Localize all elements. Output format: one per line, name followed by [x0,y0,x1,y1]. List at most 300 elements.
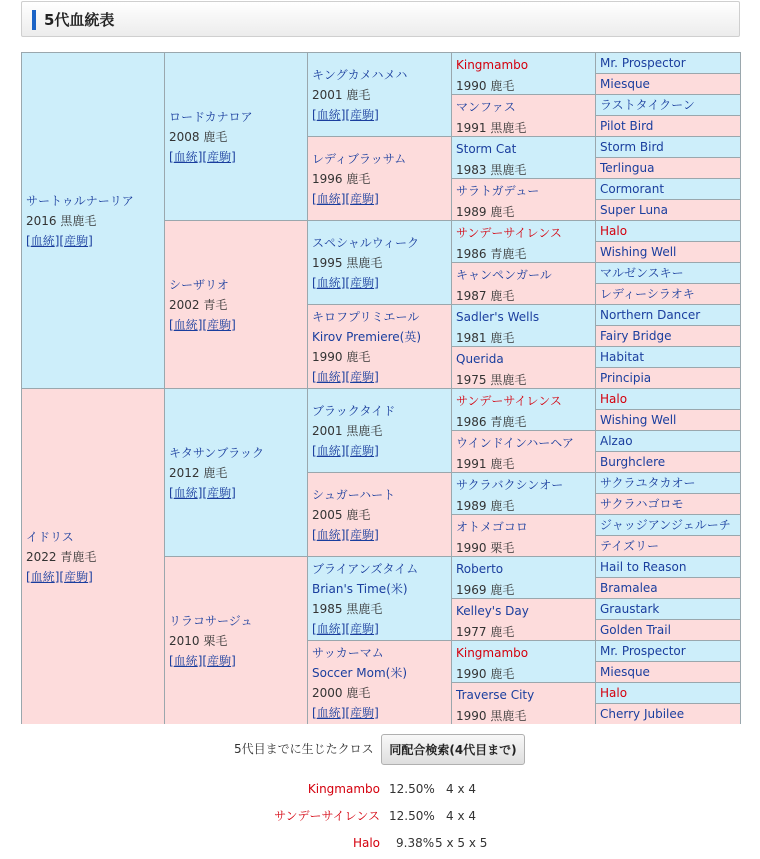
horse-info [600,536,738,556]
pedigree-cell [596,662,740,682]
horse-name-link[interactable]: Cormorant [600,182,665,196]
cross-percent: 12.50% [389,782,435,796]
horse-name-link[interactable]: キロフプリミエール [312,309,420,324]
horse-info [312,307,449,387]
horse-birth-year-color: 1981 鹿毛 [456,331,515,345]
bracket-close: ] [231,485,236,500]
bracket-mid: ][ [340,527,351,542]
progeny-link[interactable]: 産駒 [350,107,375,122]
horse-name-link[interactable]: Alzao [600,434,633,448]
progeny-link[interactable]: 産駒 [350,527,375,542]
header-accent-bar [32,10,36,30]
progeny-link[interactable]: 産駒 [350,621,375,636]
horse-birth-year-color: 1986 青鹿毛 [456,247,527,261]
pedigree-cell [452,305,595,346]
horse-name-link[interactable]: サッカーマム [312,645,384,660]
horse-info [600,137,738,157]
horse-links [312,367,449,387]
bracket-mid: ][ [340,191,351,206]
pedigree-link[interactable]: 血統 [173,149,198,164]
pedigree-link[interactable]: 血統 [316,621,341,636]
pedigree-cell [596,179,740,199]
pedigree-cell [596,158,740,178]
bracket-open: [ [312,191,317,206]
horse-birth-year-color: 2005 鹿毛 [312,507,371,522]
horse-name-link[interactable]: Halo [600,224,628,238]
pedigree-cell [452,95,595,136]
pedigree-cell [308,473,451,556]
pedigree-cell [596,515,740,535]
pedigree-cell [308,641,451,724]
cross-percent: 12.50% [389,809,435,823]
bracket-mid: ][ [340,621,351,636]
bracket-mid: ][ [340,705,351,720]
horse-name-link[interactable]: レディブラッサム [312,151,407,166]
bracket-mid: ][ [340,107,351,122]
pedigree-link[interactable]: 血統 [173,485,198,500]
bracket-mid: ][ [197,317,208,332]
horse-name-link[interactable]: Fairy Bridge [600,329,672,343]
cross-row [0,834,760,852]
pedigree-cell [452,557,595,598]
horse-info [600,515,738,535]
horse-name-link[interactable]: Principia [600,371,652,385]
horse-birth-year-color: 1989 鹿毛 [456,205,515,219]
bracket-close: ] [231,317,236,332]
horse-info [456,223,593,262]
horse-info [456,559,593,598]
horse-name-link[interactable]: Super Luna [600,203,669,217]
bracket-close: ] [231,149,236,164]
pedigree-cell [452,221,595,262]
pedigree-link[interactable]: 血統 [30,233,55,248]
horse-info [169,275,305,335]
horse-info [600,599,738,619]
pedigree-cell [596,305,740,325]
horse-info [600,200,738,220]
horse-info [312,233,449,293]
pedigree-cell [596,431,740,451]
horse-birth-year-color: 2012 鹿毛 [169,465,228,480]
horse-name-link[interactable]: キャンペンガール [456,268,552,282]
bracket-open: [ [312,621,317,636]
horse-name-link[interactable]: Miesque [600,77,650,91]
horse-info [456,433,593,472]
horse-foreign-name: Brian's Time(米) [312,581,408,596]
horse-info [456,307,593,346]
horse-name-link[interactable]: リラコサージュ [169,613,253,628]
progeny-link[interactable]: 産駒 [350,443,375,458]
pedigree-link[interactable]: 血統 [30,569,55,584]
horse-name-link[interactable]: Storm Cat [456,142,517,156]
progeny-link[interactable]: 産駒 [350,191,375,206]
pedigree-cell [452,599,595,640]
pedigree-cell [452,53,595,94]
horse-info [169,611,305,671]
cross-section-label: 5代目までに生じたクロス [234,742,374,756]
horse-info [600,683,738,703]
horse-name-link[interactable]: ラストタイクーン [600,98,695,112]
horse-info [456,601,593,640]
progeny-link[interactable]: 産駒 [64,569,89,584]
horse-info [456,265,593,304]
bracket-close: ] [88,569,93,584]
horse-name-link[interactable]: Mr. Prospector [600,644,686,658]
horse-links [312,189,449,209]
bracket-open: [ [312,705,317,720]
horse-birth-year-color: 1983 黒鹿毛 [456,163,527,177]
pedigree-cell [596,221,740,241]
horse-name-link[interactable]: Traverse City [456,688,535,702]
pedigree-cell [596,137,740,157]
horse-links [169,483,305,503]
cross-horse-link[interactable]: サンデーサイレンス [274,809,380,823]
pedigree-cell [596,452,740,472]
bracket-open: [ [26,233,31,248]
horse-info [169,443,305,503]
horse-name-link[interactable]: Terlingua [600,161,655,175]
pedigree-cell [452,473,595,514]
horse-info [456,139,593,178]
horse-foreign-name: Soccer Mom(米) [312,665,408,680]
horse-name-link[interactable]: Wishing Well [600,413,677,427]
horse-links [312,525,449,545]
progeny-link[interactable]: 産駒 [207,653,232,668]
horse-name-link[interactable]: サンデーサイレンス [456,394,562,408]
horse-name-link[interactable]: サートゥルナーリア [26,193,134,208]
horse-name-link[interactable]: サクラハゴロモ [600,497,684,511]
horse-birth-year-color: 1986 青鹿毛 [456,415,527,429]
bracket-close: ] [88,233,93,248]
horse-info [600,53,738,73]
horse-info [600,263,738,283]
horse-info [600,410,738,430]
horse-info [26,191,162,251]
bracket-mid: ][ [197,485,208,500]
horse-info [600,305,738,325]
page-title: 5代血統表 [44,11,115,29]
bracket-mid: ][ [54,233,65,248]
pedigree-cell [596,200,740,220]
bracket-open: [ [312,527,317,542]
pedigree-cell [308,557,451,640]
pedigree-link[interactable]: 血統 [316,369,341,384]
pedigree-cell [452,641,595,682]
horse-name-link[interactable]: レディーシラオキ [600,287,695,301]
horse-birth-year-color: 1990 鹿毛 [312,349,371,364]
horse-birth-year-color: 1977 鹿毛 [456,625,515,639]
horse-info [456,349,593,388]
horse-name-link[interactable]: キタサンブラック [169,445,265,460]
same-mating-search-button[interactable]: 同配合検索(4代目まで) [381,734,525,765]
horse-links [26,567,162,587]
pedigree-link[interactable]: 血統 [173,317,198,332]
horse-links [312,441,449,461]
bracket-close: ] [231,653,236,668]
horse-birth-year-color: 1990 鹿毛 [456,79,515,93]
bracket-open: [ [312,443,317,458]
bracket-open: [ [26,569,31,584]
horse-info [312,401,449,461]
horse-info [600,389,738,409]
horse-name-link[interactable]: ロードカナロア [169,109,253,124]
bracket-open: [ [312,369,317,384]
horse-name-link[interactable]: ブライアンズタイム [312,561,419,576]
progeny-link[interactable]: 産駒 [207,149,232,164]
pedigree-cell [596,284,740,304]
horse-name-link[interactable]: Bramalea [600,581,658,595]
bracket-mid: ][ [340,369,351,384]
horse-info [600,431,738,451]
horse-info [312,65,449,125]
horse-info [600,473,738,493]
horse-birth-year-color: 1995 黒鹿毛 [312,255,383,270]
pedigree-cell [452,683,595,724]
pedigree-cell [452,263,595,304]
cross-row [0,807,760,825]
horse-birth-year-color: 1975 黒鹿毛 [456,373,527,387]
bracket-close: ] [374,705,379,720]
horse-name-link[interactable]: ウインドインハーヘア [456,436,574,450]
horse-name-link[interactable]: Halo [600,686,628,700]
progeny-link[interactable]: 産駒 [207,317,232,332]
cross-row [0,780,760,798]
horse-name-link[interactable]: ブラックタイド [312,403,396,418]
progeny-link[interactable]: 産駒 [350,275,375,290]
pedigree-cell [596,704,740,724]
horse-info [312,643,449,723]
horse-info [169,107,305,167]
horse-name-link[interactable]: Kingmambo [456,646,529,660]
horse-name-link[interactable]: Miesque [600,665,650,679]
horse-info [456,685,593,724]
pedigree-cell [308,221,451,304]
pedigree-cell [596,347,740,367]
horse-name-link[interactable]: Storm Bird [600,140,664,154]
pedigree-cell [165,53,307,220]
bracket-close: ] [374,275,379,290]
horse-info [600,641,738,661]
bracket-open: [ [169,149,174,164]
horse-info [312,485,449,545]
horse-links [26,231,162,251]
cross-percent: 9.38% [396,836,435,850]
horse-name-link[interactable]: Habitat [600,350,645,364]
horse-info [600,221,738,241]
horse-links [169,147,305,167]
pedigree-cell [596,557,740,577]
horse-info [600,452,738,472]
bracket-open: [ [312,275,317,290]
horse-info [456,181,593,220]
cross-generations: 4 x 4 [446,782,476,796]
horse-info [26,527,162,587]
horse-name-link[interactable]: オトメゴコロ [456,520,528,534]
horse-info [600,620,738,640]
horse-info [600,284,738,304]
horse-name-link[interactable]: シーザリオ [169,277,229,292]
horse-name-link[interactable]: スペシャルウィーク [312,235,420,250]
pedigree-cell [596,494,740,514]
bracket-close: ] [374,369,379,384]
horse-birth-year-color: 2002 青毛 [169,297,228,312]
horse-birth-year-color: 1985 黒鹿毛 [312,601,383,616]
pedigree-cell [22,53,164,388]
horse-info [456,475,593,514]
pedigree-cell [596,536,740,556]
horse-name-link[interactable]: Burghclere [600,455,666,469]
horse-name-link[interactable]: テイズリー [600,539,660,553]
pedigree-cell [596,263,740,283]
horse-birth-year-color: 2022 青鹿毛 [26,549,97,564]
horse-birth-year-color: 1996 鹿毛 [312,171,371,186]
horse-name-link[interactable]: サンデーサイレンス [456,226,562,240]
pedigree-cell [165,221,307,388]
pedigree-link[interactable]: 血統 [316,443,341,458]
horse-info [456,391,593,430]
progeny-link[interactable]: 産駒 [350,705,375,720]
pedigree-cell [308,389,451,472]
horse-name-link[interactable]: Graustark [600,602,660,616]
horse-info [600,578,738,598]
progeny-link[interactable]: 産駒 [64,233,89,248]
pedigree-cell [596,410,740,430]
horse-birth-year-color: 2016 黒鹿毛 [26,213,97,228]
horse-info [600,116,738,136]
horse-name-link[interactable]: Kingmambo [456,58,529,72]
horse-name-link[interactable]: マンファス [456,100,516,114]
pedigree-cell [308,137,451,220]
horse-info [600,95,738,115]
horse-foreign-name: Kirov Premiere(英) [312,329,422,344]
horse-name-link[interactable]: Northern Dancer [600,308,701,322]
horse-info [456,97,593,136]
cross-generations: 5 x 5 x 5 [435,836,488,850]
horse-birth-year-color: 2010 栗毛 [169,633,228,648]
horse-info [456,55,593,94]
pedigree-table [21,52,741,724]
pedigree-cell [452,347,595,388]
bracket-close: ] [374,107,379,122]
pedigree-cell [596,599,740,619]
pedigree-link[interactable]: 血統 [173,653,198,668]
bracket-open: [ [169,485,174,500]
horse-links [169,315,305,335]
horse-birth-year-color: 1989 鹿毛 [456,499,515,513]
pedigree-cell [596,620,740,640]
horse-info [456,643,593,682]
horse-name-link[interactable]: Mr. Prospector [600,56,686,70]
cross-horse-link[interactable]: Halo [352,836,380,850]
horse-name-link[interactable]: Halo [600,392,628,406]
horse-name-link[interactable]: シュガーハート [312,487,396,502]
pedigree-cell [596,473,740,493]
horse-name-link[interactable]: サクラユタカオー [600,476,696,490]
horse-name-link[interactable]: ジャッジアンジェルーチ [600,518,731,532]
horse-info [600,242,738,262]
horse-links [312,619,449,639]
pedigree-cell [308,53,451,136]
horse-name-link[interactable]: Querida [456,352,504,366]
pedigree-cell [596,683,740,703]
pedigree-cell [22,389,164,724]
pedigree-link[interactable]: 血統 [316,191,341,206]
horse-info [600,326,738,346]
horse-name-link[interactable]: Pilot Bird [600,119,654,133]
horse-name-link[interactable]: Wishing Well [600,245,677,259]
horse-birth-year-color: 1990 栗毛 [456,541,515,555]
horse-links [312,703,449,723]
horse-info [312,149,449,209]
pedigree-cell [596,95,740,115]
horse-birth-year-color: 1987 鹿毛 [456,289,515,303]
progeny-link[interactable]: 産駒 [207,485,232,500]
bracket-mid: ][ [54,569,65,584]
bracket-open: [ [169,317,174,332]
horse-name-link[interactable]: サクラバクシンオー [456,478,564,492]
section-header [21,1,740,37]
horse-birth-year-color: 1991 黒鹿毛 [456,121,527,135]
horse-name-link[interactable]: Kelley's Day [456,604,529,618]
horse-name-link[interactable]: Sadler's Wells [456,310,540,324]
pedigree-cell [165,557,307,724]
pedigree-cell [452,431,595,472]
horse-info [600,179,738,199]
horse-name-link[interactable]: マルゼンスキー [600,266,684,280]
horse-birth-year-color: 2000 鹿毛 [312,685,371,700]
horse-name-link[interactable]: サラトガデュー [456,184,540,198]
pedigree-link[interactable]: 血統 [316,527,341,542]
horse-name-link[interactable]: Roberto [456,562,504,576]
horse-info [600,368,738,388]
bracket-mid: ][ [197,653,208,668]
pedigree-cell [596,53,740,73]
horse-birth-year-color: 2008 鹿毛 [169,129,228,144]
horse-info [600,704,738,724]
horse-links [312,105,449,125]
horse-name-link[interactable]: イドリス [26,529,74,544]
pedigree-cell [596,578,740,598]
horse-birth-year-color: 2001 鹿毛 [312,87,371,102]
horse-birth-year-color: 1991 鹿毛 [456,457,515,471]
horse-info [600,494,738,514]
bracket-open: [ [169,653,174,668]
pedigree-cell [596,116,740,136]
horse-birth-year-color: 1969 鹿毛 [456,583,515,597]
horse-name-link[interactable]: Hail to Reason [600,560,687,574]
pedigree-cell [308,305,451,388]
horse-name-link[interactable]: キングカメハメハ [312,67,408,82]
bracket-close: ] [374,443,379,458]
bracket-open: [ [312,107,317,122]
bracket-close: ] [374,527,379,542]
pedigree-cell [165,389,307,556]
pedigree-cell [596,242,740,262]
cross-horse-link[interactable]: Kingmambo [307,782,380,796]
pedigree-cell [596,389,740,409]
horse-birth-year-color: 1990 鹿毛 [456,667,515,681]
pedigree-link[interactable]: 血統 [316,275,341,290]
horse-name-link[interactable]: Cherry Jubilee [600,707,685,721]
bracket-mid: ][ [340,443,351,458]
bracket-close: ] [374,621,379,636]
horse-name-link[interactable]: Golden Trail [600,623,671,637]
horse-info [600,557,738,577]
pedigree-cell [596,326,740,346]
pedigree-link[interactable]: 血統 [316,705,341,720]
pedigree-link[interactable]: 血統 [316,107,341,122]
progeny-link[interactable]: 産駒 [350,369,375,384]
